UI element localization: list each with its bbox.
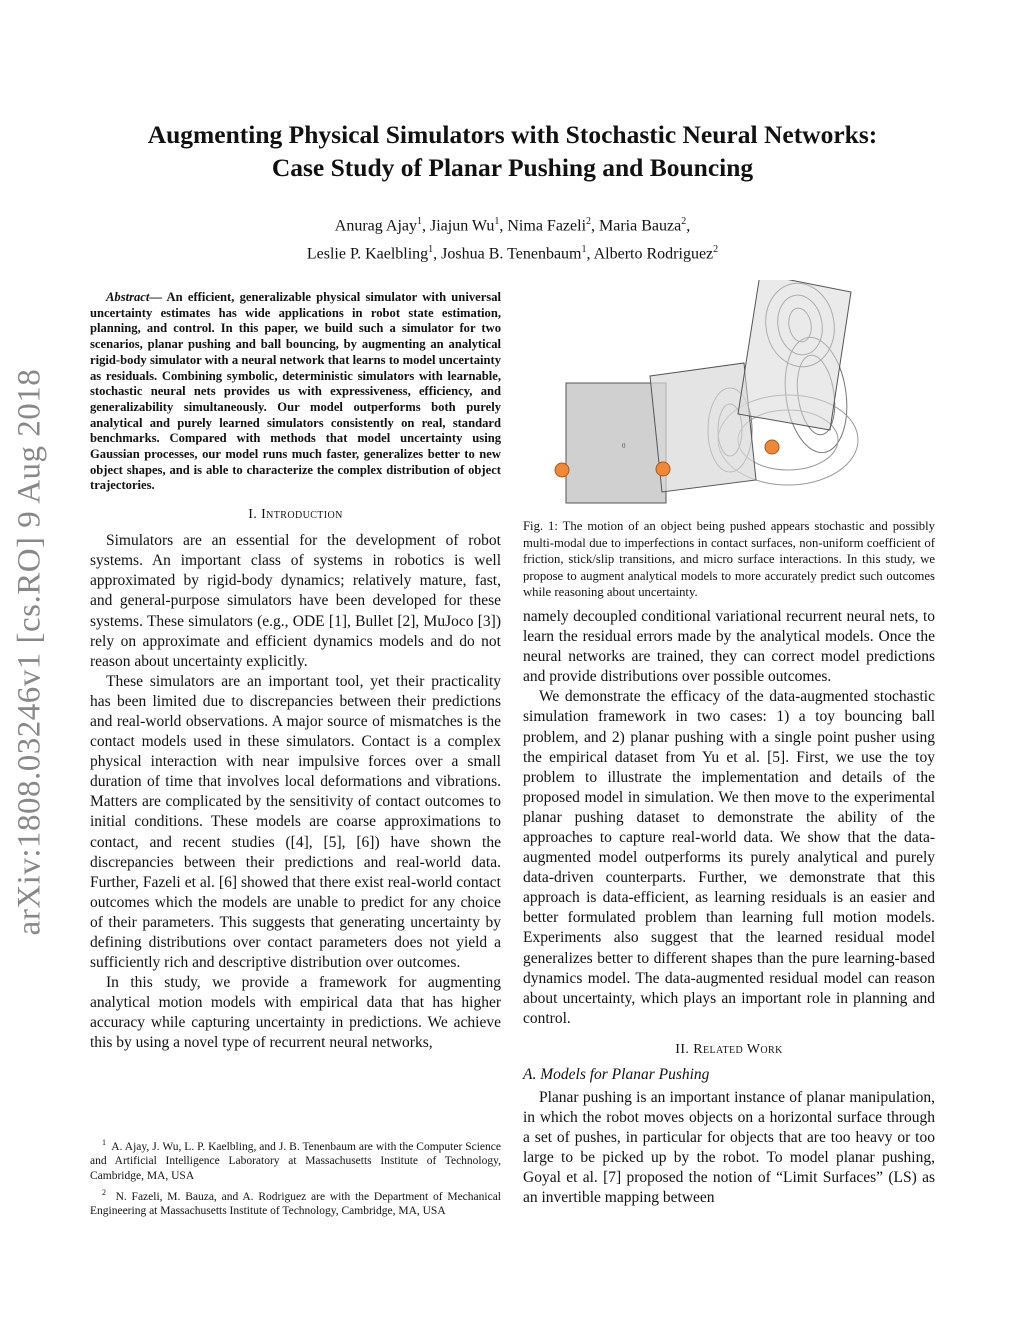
author-line-1: Anurag Ajay$^1$, Jiajun Wu$^1$, Nima Fazeli$^2$, Maria Bauza$^2$, xyxy=(334,216,691,235)
author-name: Leslie P. Kaelbling xyxy=(306,245,429,263)
affiliation-mark: 1 xyxy=(428,244,434,256)
intro-paragraph-4: We demonstrate the efficacy of the data-augmented stochastic simulation framework in two cases: 1) a toy bouncing ball problem, and 2) planar pushing with a single point pusher using the empirical dataset from Yu et al. [5]. First, we use the toy problem to illustrate the implementation and details of the proposed model in simulation. We then move to the experimental planar pushing dataset to demonstrate the ability of the approaches to capture real-world data. We show that the data-augmented model outperforms its purely analytical and purely data-driven counterparts. Further, we demonstrate that this approach is data-efficient, as learning residuals is an easier and better formulated problem than learning full motion models. Experiments also suggest that the learned residual model generalizes better to different shapes than the pure learning-based dynamics model. The data-augmented residual model can reason about uncertainty, which plays an important role in planning and control. xyxy=(523,688,935,1027)
footnote-2: $^2$ N. Fazeli, M. Bauza, and A. Rodriguez are with the Department of Mechanical Engineering at Massachusetts Institute of Technology, Cambridge, MA, USA xyxy=(90,1187,501,1218)
pusher-initial xyxy=(555,463,569,477)
affiliation-mark: 2 xyxy=(713,244,719,256)
abstract-text: — An efficient, generalizable physical simulator with universal uncertainty estimates has wide applications in robot state estimation, planning, and control. In this paper, we build such a simulator for two scenarios, planar pushing and ball bouncing, by augmenting an analytical rigid-body simulator with a neural network that learns to model uncertainty as residuals. Combining symbolic, deterministic simulators with learnable, stochastic neural nets provides us with expressiveness, efficiency, and generalizability simultaneously. Our model outperforms both purely analytical and purely learned simulators consistently on real, standard benchmarks. Compared with methods that model uncertainty using Gaussian processes, our model runs much faster, generalizes better to new object shapes, and is able to characterize the complex distribution of object trajectories. xyxy=(90,290,501,493)
affiliation-mark: 1 xyxy=(581,244,587,256)
intro-paragraph-3: In this study, we provide a framework for augmenting analytical motion models with empirical data that has higher accuracy while capturing uncertainty in predictions. We achieve this by using a novel type of recurrent neural networks, xyxy=(90,974,501,1052)
author-name: Maria Bauza xyxy=(599,217,682,235)
affiliation-mark: 1 xyxy=(416,216,422,227)
section-heading-introduction: I. Introduction xyxy=(248,507,343,523)
related-paragraph-1: Planar pushing is an important instance of planar manipulation, in which the robot moves objects on a horizontal surface through a set of pushes, in particular for objects that are too heavy or too large to be picked up by the robot. To model planar pushing, Goyal et al. [7] proposed the notion of “Limit Surfaces” (LS) as an invertible mapping between xyxy=(523,1088,935,1207)
affiliation-mark: 1 xyxy=(494,216,500,227)
pusher-final xyxy=(765,440,779,454)
abstract-label: Abstract xyxy=(106,290,150,304)
object-start xyxy=(566,383,666,503)
affiliation-mark: 2 xyxy=(681,216,687,227)
center-mark: 0 xyxy=(622,442,626,450)
figure-1 xyxy=(538,280,938,510)
intro-paragraph-3-continued: namely decoupled conditional variational recurrent neural nets, to learn the residual errors made by the analytical models. Once the neural networks are trained, they can correct model predictions and provide distributions over possible outcomes. xyxy=(523,607,935,686)
title-line-2: Case Study of Planar Pushing and Bouncing xyxy=(271,153,754,182)
intro-paragraph-2: These simulators are an important tool, yet their practicality has been limited due to discrepancies between their predictions and real-world observations. A major source of mismatches is the contact models used in these simulators. Contact is a complex physical interaction with near impulsive forces over a small duration of time that involves local deformations and vibrations. Matters are complicated by the sensitivity of contact outcomes to initial conditions. These models are coarse approximations to contact, and recent studies ([4], [5], [6]) have shown the discrepancies between their predictions and real-world data. Further, Fazeli et al. [6] showed that there exist real-world contact outcomes which the models are unable to predict for any choice of their parameters. This suggests that generating uncertainty by defining distributions over contact parameters does not yield a sufficiently rich and descriptive distribution over outcomes. xyxy=(90,672,501,972)
subsection-heading-planar-pushing: A. Models for Planar Pushing xyxy=(523,1065,710,1083)
author-name: Nima Fazeli xyxy=(507,217,587,235)
intro-paragraph-1: Simulators are an essential for the development of robot systems. An important class of systems in robotics is well approximated by rigid-body dynamics; relatively mature, fast, and general-purpose simulators have been developed for these systems. These simulators (e.g., ODE [1], Bullet [2], MuJoco [3]) rely on approximate and efficient dynamics models and do not reason about uncertainty explicitly. xyxy=(90,532,501,670)
section-heading-related-work: II. Related Work xyxy=(675,1041,783,1057)
author-list xyxy=(90,210,935,267)
footnotes xyxy=(90,1136,501,1221)
affiliation-mark: 2 xyxy=(586,216,592,227)
pusher-contact xyxy=(656,462,670,476)
abstract xyxy=(90,290,501,494)
author-name: Anurag Ajay xyxy=(334,217,417,235)
pushing-figure xyxy=(538,280,938,510)
figure-1-caption: Fig. 1: The motion of an object being pushed appears stochastic and possibly multi-modal due to imperfections in contact surfaces, non-uniform coefficient of friction, stick/slip transitions, and micro surface interactions. In this study, we propose to augment analytical models to more accurately predict such outcomes while reasoning about uncertainty. xyxy=(523,519,935,600)
author-name: Jiajun Wu xyxy=(429,217,495,235)
author-name: Joshua B. Tenenbaum xyxy=(441,245,582,263)
arxiv-stamp: arXiv:1808.03246v1 [cs.RO] 9 Aug 2018 xyxy=(11,368,48,936)
paper-title xyxy=(90,118,935,184)
footnote-1: $^1$ A. Ajay, J. Wu, L. P. Kaelbling, and J. B. Tenenbaum are with the Computer Science and Artificial Intelligence Laboratory at Massachusetts Institute of Technology, Cambridge, MA, USA xyxy=(90,1138,501,1183)
author-line-2: Leslie P. Kaelbling$^1$, Joshua B. Tenenbaum$^1$, Alberto Rodriguez$^2$ xyxy=(306,244,719,263)
left-column xyxy=(90,290,501,1054)
author-name: Alberto Rodriguez xyxy=(593,245,714,263)
object-pushed-2 xyxy=(738,280,851,430)
right-column xyxy=(523,518,935,1209)
title-line-1: Augmenting Physical Simulators with Stochastic Neural Networks: xyxy=(147,120,878,149)
